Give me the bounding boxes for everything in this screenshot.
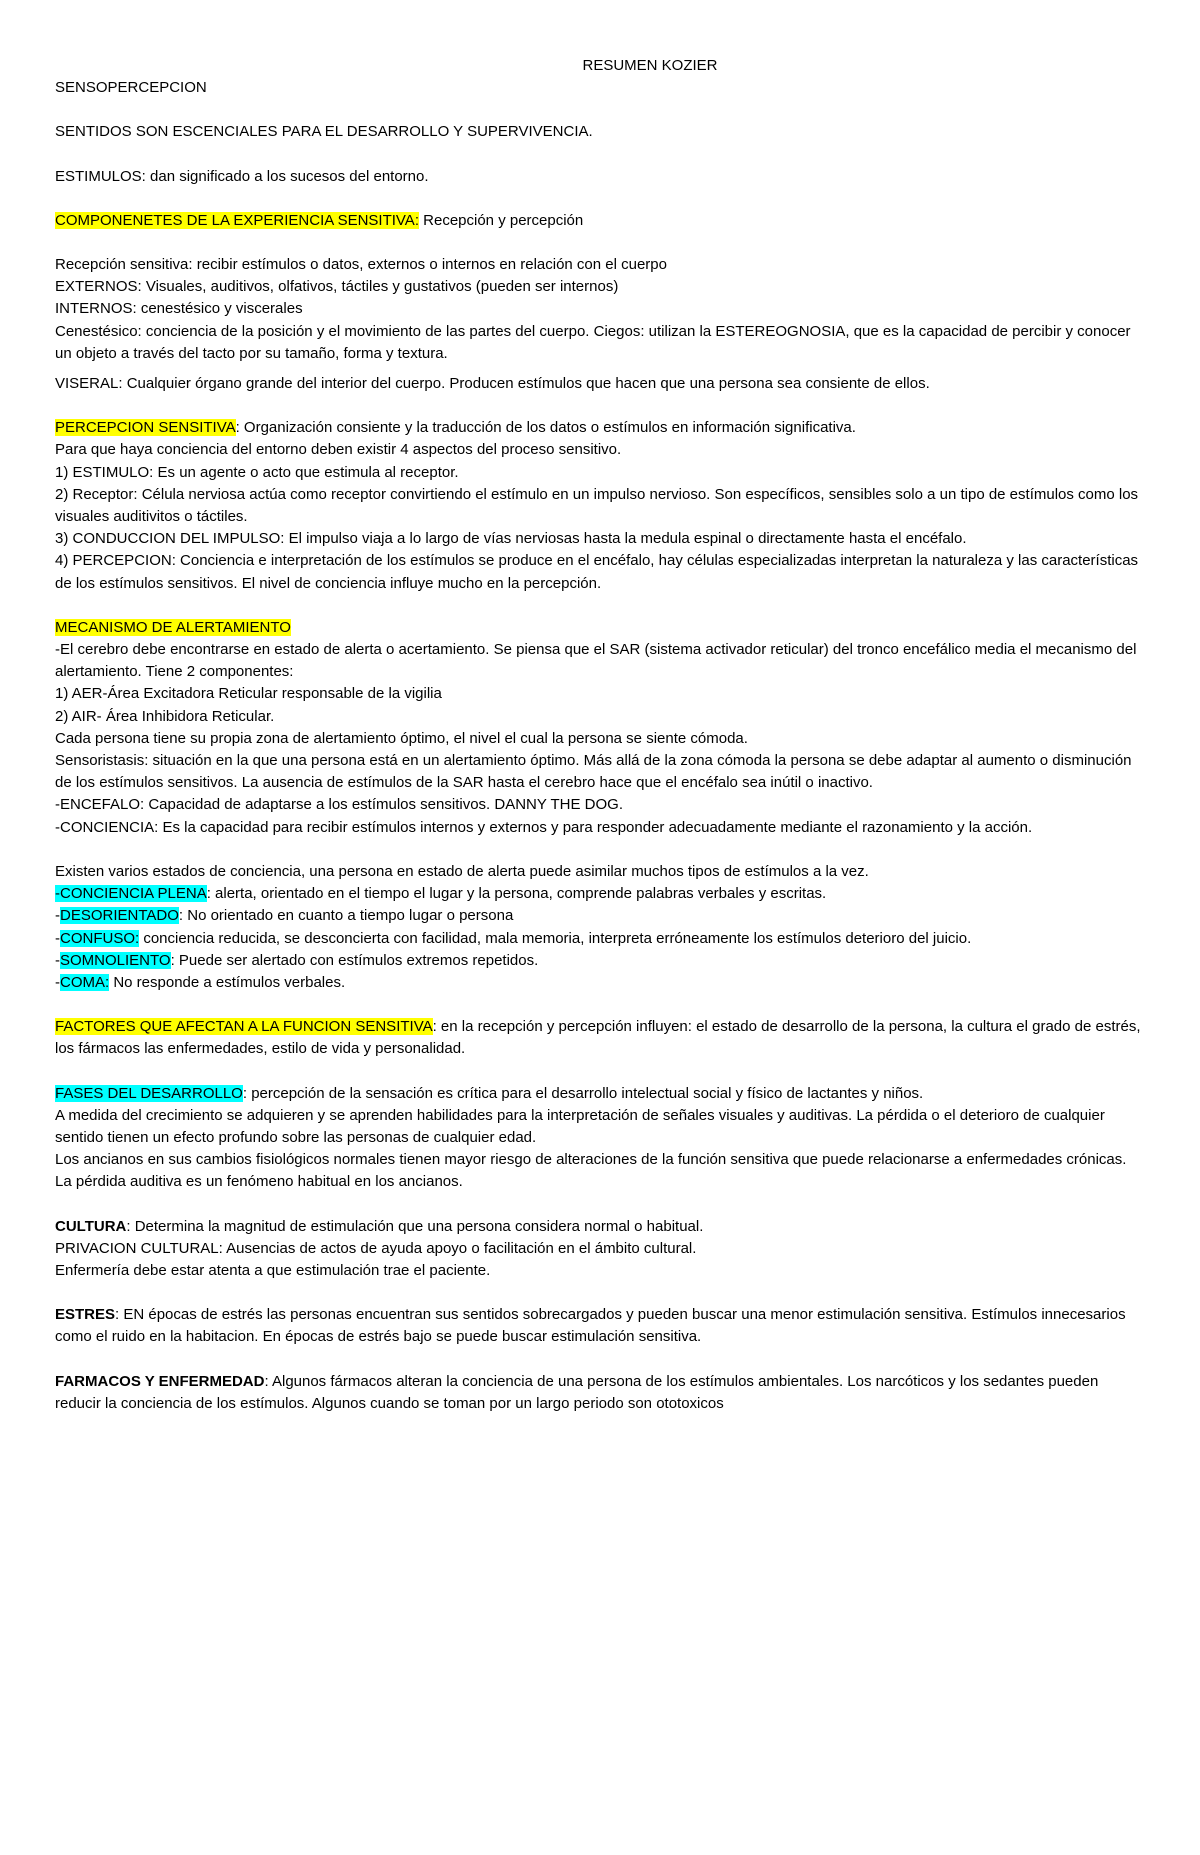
componentes-paragraph	[55, 210, 1145, 232]
farmacos-paragraph	[55, 1371, 1145, 1415]
mecanismo-line: -El cerebro debe encontrarse en estado de alerta o acertamiento. Se piensa que el SAR (sistema activador reticular) del tronco encefálico media el mecanismo del alertamiento. Tiene 2 componentes:	[55, 641, 1137, 681]
fases-line: A medida del crecimiento se adquieren y se aprenden habilidades para la interpretación de señales visuales y auditivas. La pérdida o el deterioro de cualquier sentido tienen un efecto profundo sobre las personas de cualquier edad.	[55, 1106, 1105, 1146]
factores-paragraph	[55, 1016, 1145, 1060]
recepcion-line: Cenestésico: conciencia de la posición y el movimiento de las partes del cuerpo. Ciegos: utilizan la ESTEREOGNOSIA, que es la capacidad de percibir y conocer un objeto a través del tacto por su tamaño, forma y textura.	[55, 322, 1131, 362]
percepcion-line: 3) CONDUCCION DEL IMPULSO: El impulso viaja a lo largo de vías nerviosas hasta la medula espinal o directamente hasta el encéfalo.	[55, 530, 967, 548]
farmacos-text: : Algunos fármacos alteran la conciencia de una persona de los estímulos ambientales. Los narcóticos y los sedantes pueden reducir la conciencia de los estímulos. Algunos cuando se toman por un largo periodo son ototoxicos	[55, 1372, 1099, 1412]
fases-paragraph	[55, 1083, 1145, 1105]
componentes-text: Recepción y percepción	[418, 211, 584, 229]
fases-heading: FASES DEL DESARROLLO	[55, 1084, 243, 1102]
recepcion-line: EXTERNOS: Visuales, auditivos, olfativos, táctiles y gustativos (pueden ser internos)	[55, 278, 619, 296]
fases-text: : percepción de la sensación es crítica para el desarrollo intelectual social y físico de lactantes y niños.	[242, 1084, 924, 1102]
document-page	[55, 55, 1145, 1415]
intro-text: SENTIDOS SON ESCENCIALES PARA EL DESARROLLO Y SUPERVIVENCIA.	[55, 123, 593, 141]
estados-intro: Existen varios estados de conciencia, una persona en estado de alerta puede asimilar muchos tipos de estímulos a la vez.	[55, 862, 869, 880]
fases-line: Los ancianos en sus cambios fisiológicos normales tienen mayor riesgo de alteraciones de la función sensitiva que puede relacionarse a enfermedades crónicas.	[55, 1151, 1127, 1169]
mecanismo-line: Cada persona tiene su propia zona de alertamiento óptimo, el nivel el cual la persona se siente cómoda.	[55, 729, 748, 747]
mecanismo-heading: MECANISMO DE ALERTAMIENTO	[55, 618, 291, 636]
estado-item: -DESORIENTADO: No orientado en cuanto a tiempo lugar o persona	[55, 907, 514, 925]
estado-item: -CONFUSO: conciencia reducida, se desconcierta con facilidad, mala memoria, interpreta erróneamente los estímulos deterioro del juicio.	[55, 929, 972, 947]
cultura-heading: CULTURA	[55, 1217, 127, 1235]
document-title: RESUMEN KOZIER	[582, 57, 718, 74]
percepcion-text: : Organización consiente y la traducción de los datos o estímulos en información significativa.	[235, 419, 856, 437]
estado-heading: COMA:	[60, 973, 110, 991]
fases-line: La pérdida auditiva es un fenómeno habitual en los ancianos.	[55, 1173, 463, 1191]
mecanismo-line: 2) AIR- Área Inhibidora Reticular.	[55, 707, 275, 725]
componentes-heading: COMPONENETES DE LA EXPERIENCIA SENSITIVA:	[55, 211, 419, 229]
estado-heading: SOMNOLIENTO	[60, 951, 171, 969]
factores-text: : en la recepción y percepción influyen: el estado de desarrollo de la persona, la cultura el grado de estrés, los fármacos las enfermedades, estilo de vida y personalidad.	[55, 1018, 1141, 1058]
estres-text: : EN épocas de estrés las personas encuentran sus sentidos sobrecargados y pueden buscar una menor estimulación sensitiva. Estímulos innecesarios como el ruido en la habitacion. En épocas de estrés bajo se puede buscar estimulación sensitiva.	[55, 1306, 1126, 1346]
estado-heading: -CONCIENCIA PLENA	[55, 885, 207, 903]
estado-heading: DESORIENTADO	[60, 907, 179, 925]
mecanismo-line: -CONCIENCIA: Es la capacidad para recibir estímulos internos y externos y para responder adecuadamente mediante el razonamiento y la acción.	[55, 818, 1033, 836]
percepcion-paragraph	[55, 417, 1145, 439]
estado-item: -CONCIENCIA PLENA: alerta, orientado en el tiempo el lugar y la persona, comprende palabras verbales y escritas.	[55, 885, 827, 903]
farmacos-heading: FARMACOS Y ENFERMEDAD	[55, 1372, 265, 1390]
visceral-text: VISERAL: Cualquier órgano grande del interior del cuerpo. Producen estímulos que hacen que una persona sea consiente de ellos.	[55, 375, 930, 393]
section-title: SENSOPERCEPCION	[55, 79, 207, 97]
recepcion-line: Recepción sensitiva: recibir estímulos o datos, externos o internos en relación con el cuerpo	[55, 256, 667, 274]
percepcion-line: 2) Receptor: Célula nerviosa actúa como receptor convirtiendo el estímulo en un impulso nervioso. Son específicos, sensibles solo a un tipo de estímulos como los visuales auditivitos o táctiles.	[55, 485, 1139, 526]
mecanismo-line: Sensoristasis: situación en la que una persona está en un alertamiento óptimo. Más allá de la zona cómoda la persona se debe adaptar al aumento o disminución de los estímulos sensitivos. La ausencia de estímulos de la SAR hasta el cerebro hace que el encéfalo sea inútil o inactivo.	[55, 752, 1132, 792]
percepcion-line: Para que haya conciencia del entorno deben existir 4 aspectos del proceso sensitivo.	[55, 441, 622, 459]
estres-heading: ESTRES	[55, 1306, 116, 1324]
cultura-text: : Determina la magnitud de estimulación que una persona considera normal o habitual.	[126, 1217, 704, 1235]
factores-heading: FACTORES QUE AFECTAN A LA FUNCION SENSITIVA	[55, 1018, 433, 1036]
cultura-line: Enfermería debe estar atenta a que estimulación trae el paciente.	[55, 1261, 491, 1279]
mecanismo-paragraph	[55, 617, 1145, 639]
percepcion-line: 1) ESTIMULO: Es un agente o acto que estimula al receptor.	[55, 463, 459, 481]
recepcion-line: INTERNOS: cenestésico y viscerales	[55, 300, 303, 318]
cultura-line: PRIVACION CULTURAL: Ausencias de actos de ayuda apoyo o facilitación en el ámbito cultural.	[55, 1239, 697, 1257]
estado-item: -SOMNOLIENTO: Puede ser alertado con estímulos extremos repetidos.	[55, 951, 539, 969]
estado-item: -COMA: No responde a estímulos verbales.	[55, 973, 346, 991]
estimulos-text: ESTIMULOS: dan significado a los sucesos del entorno.	[55, 167, 429, 185]
percepcion-line: 4) PERCEPCION: Conciencia e interpretación de los estímulos se produce en el encéfalo, hay células especializadas interpretan la naturaleza y las características de los estímulos sensitivos. El nivel de conciencia influye mucho en la percepción.	[55, 552, 1139, 592]
mecanismo-line: -ENCEFALO: Capacidad de adaptarse a los estímulos sensitivos. DANNY THE DOG.	[55, 796, 624, 814]
estado-heading: CONFUSO:	[60, 929, 140, 947]
percepcion-heading: PERCEPCION SENSITIVA	[55, 419, 236, 437]
estres-paragraph	[55, 1304, 1145, 1348]
cultura-paragraph	[55, 1216, 1145, 1238]
mecanismo-line: 1) AER-Área Excitadora Reticular responsable de la vigilia	[55, 685, 442, 703]
